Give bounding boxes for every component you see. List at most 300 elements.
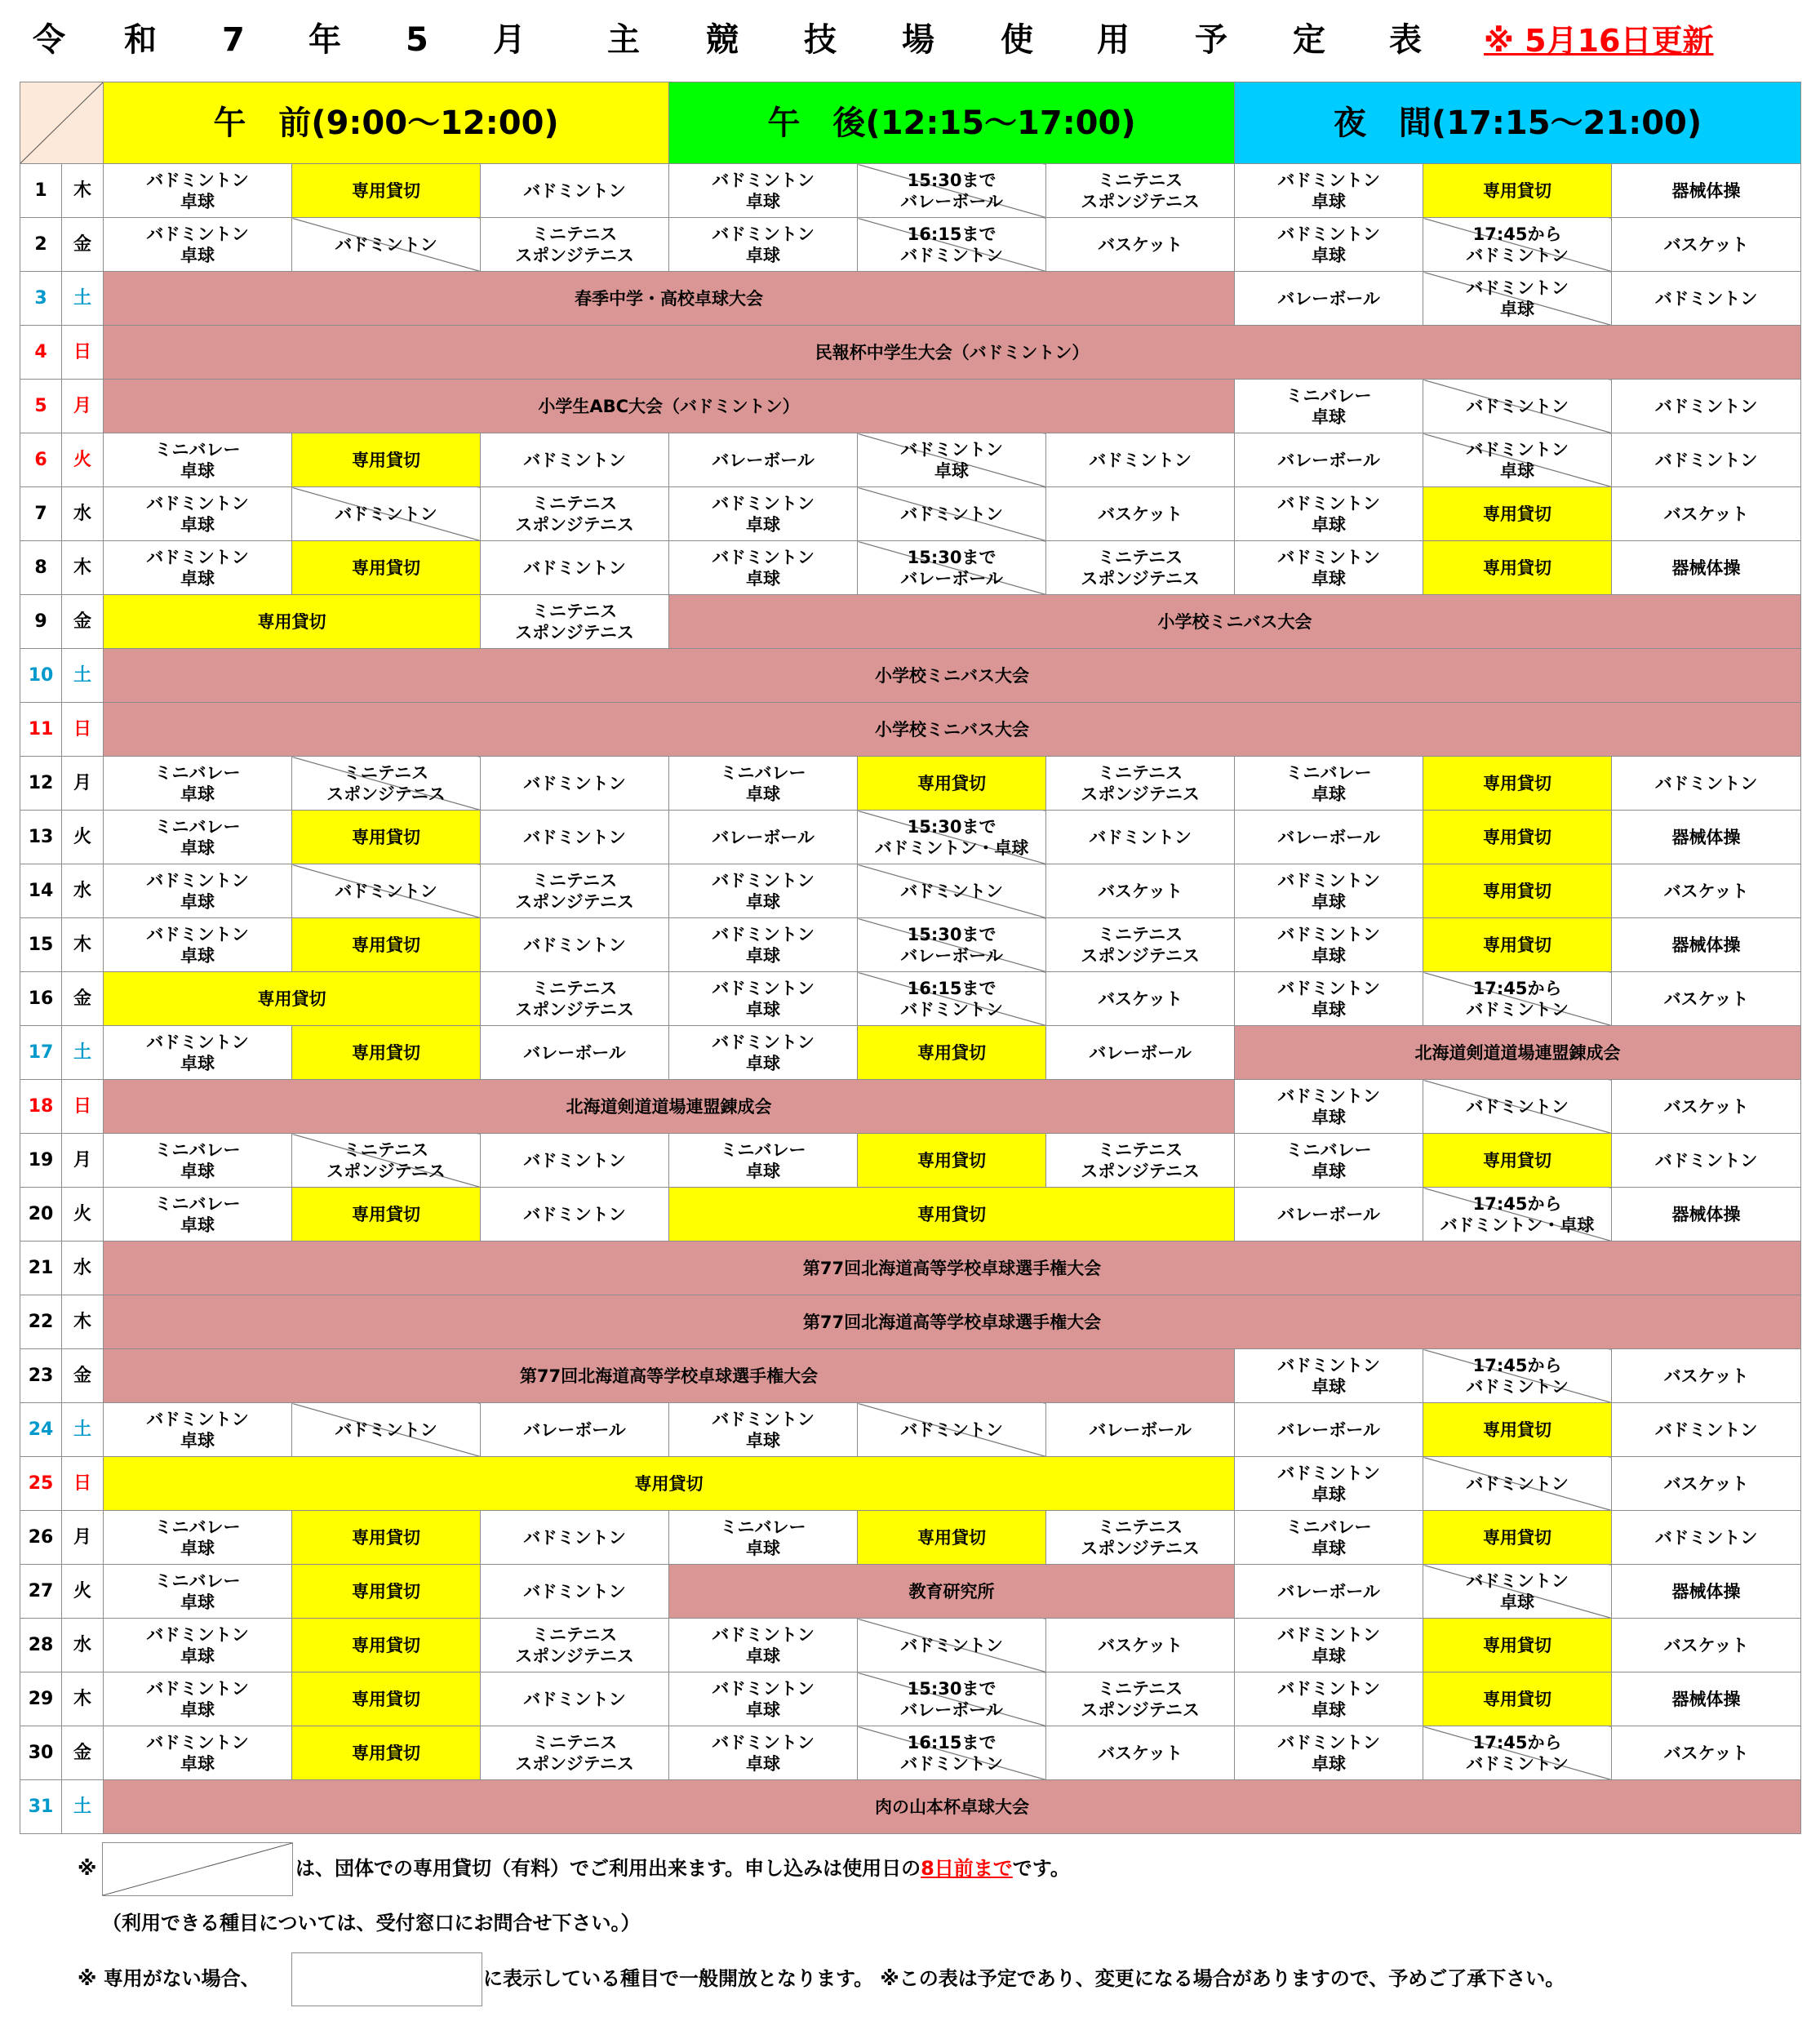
cell-label: 専用貸切 bbox=[352, 450, 420, 470]
schedule-cell bbox=[1046, 433, 1235, 487]
cell-label: ミニテニス スポンジテニス bbox=[515, 1732, 634, 1774]
schedule-cell bbox=[1235, 757, 1423, 811]
schedule-cell bbox=[1235, 164, 1423, 218]
weekday: 木 bbox=[62, 1672, 104, 1726]
day-number: 9 bbox=[20, 595, 62, 649]
schedule-cell bbox=[1612, 541, 1801, 595]
schedule-cell bbox=[1612, 1511, 1801, 1565]
cell-label: バドミントン bbox=[1089, 827, 1192, 847]
title-char: 定 bbox=[1293, 21, 1325, 59]
rental-cell bbox=[669, 1188, 1235, 1242]
schedule-cell bbox=[1046, 487, 1235, 541]
day-number: 19 bbox=[20, 1134, 62, 1188]
cell-label: バドミントン 卓球 bbox=[146, 1032, 249, 1073]
cell-label: 第77回北海道高等学校卓球選手権大会 bbox=[802, 1312, 1102, 1332]
schedule-cell bbox=[104, 218, 292, 272]
rental-cell bbox=[292, 433, 481, 487]
cell-label: バレーボール bbox=[1277, 450, 1380, 470]
weekday: 木 bbox=[62, 1295, 104, 1349]
schedule-cell bbox=[669, 864, 858, 918]
cell-label: バドミントン bbox=[523, 1527, 626, 1548]
rental-cell bbox=[1423, 164, 1612, 218]
day-row bbox=[20, 918, 1801, 972]
rental-cell bbox=[104, 972, 481, 1026]
day-row bbox=[20, 326, 1801, 380]
cell-label: バドミントン 卓球 bbox=[146, 1624, 249, 1666]
day-row bbox=[20, 218, 1801, 272]
schedule-cell bbox=[1612, 1726, 1801, 1780]
cell-label: バドミントン bbox=[900, 881, 1003, 901]
cell-label: ミニテニス スポンジテニス bbox=[515, 601, 634, 642]
weekday: 水 bbox=[62, 487, 104, 541]
cell-label: 肉の山本杯卓球大会 bbox=[875, 1797, 1030, 1817]
cell-label: ミニバレー 卓球 bbox=[154, 1517, 241, 1558]
cell-label: ミニバレー 卓球 bbox=[1285, 1139, 1372, 1181]
open-use-cell bbox=[858, 918, 1046, 972]
cell-label: ミニテニス スポンジテニス bbox=[515, 978, 634, 1019]
cell-label: 専用貸切 bbox=[352, 1042, 420, 1063]
schedule-cell bbox=[481, 1134, 669, 1188]
cell-label: 専用貸切 bbox=[917, 1527, 987, 1548]
day-row bbox=[20, 380, 1801, 433]
open-use-cell bbox=[292, 487, 481, 541]
schedule-cell bbox=[1046, 1672, 1235, 1726]
cell-label: 器械体操 bbox=[1671, 1204, 1741, 1224]
day-number: 4 bbox=[20, 326, 62, 380]
day-number: 30 bbox=[20, 1726, 62, 1780]
schedule-cell bbox=[669, 1511, 858, 1565]
cell-label: バドミントン bbox=[1654, 1419, 1758, 1440]
rental-cell bbox=[292, 1565, 481, 1619]
cell-label: ミニテニス スポンジテニス bbox=[515, 493, 634, 535]
cell-label: バスケット bbox=[1098, 504, 1183, 524]
schedule-cell bbox=[1612, 1672, 1801, 1726]
cell-label: バドミントン 卓球 bbox=[1277, 493, 1380, 535]
open-use-cell bbox=[292, 1134, 481, 1188]
schedule-cell bbox=[669, 1672, 858, 1726]
cell-label: バレーボール bbox=[1277, 1419, 1380, 1440]
rental-cell bbox=[292, 1188, 481, 1242]
cell-label: バドミントン 卓球 bbox=[1277, 978, 1380, 1019]
schedule-cell bbox=[669, 1026, 858, 1080]
schedule-cell bbox=[1235, 1403, 1423, 1457]
cell-label: バドミントン bbox=[335, 1419, 437, 1440]
title-char: 使 bbox=[1001, 21, 1033, 59]
schedule-cell bbox=[1612, 1403, 1801, 1457]
rental-cell bbox=[1423, 541, 1612, 595]
weekday: 木 bbox=[62, 164, 104, 218]
schedule-cell bbox=[481, 1188, 669, 1242]
schedule-cell bbox=[1612, 1134, 1801, 1188]
schedule-cell bbox=[669, 433, 858, 487]
cell-label: バドミントン 卓球 bbox=[146, 924, 249, 966]
open-use-cell bbox=[292, 864, 481, 918]
cell-label: ミニテニス スポンジテニス bbox=[326, 1139, 446, 1181]
schedule-cell bbox=[1235, 1672, 1423, 1726]
day-row bbox=[20, 164, 1801, 218]
day-number: 7 bbox=[20, 487, 62, 541]
schedule-cell bbox=[1612, 487, 1801, 541]
cell-label: ミニバレー 卓球 bbox=[720, 1517, 806, 1558]
cell-label: バスケット bbox=[1663, 1743, 1749, 1763]
cell-label: ミニテニス スポンジテニス bbox=[1081, 1678, 1200, 1720]
schedule-cell bbox=[104, 1403, 292, 1457]
cell-label: 小学生ABC大会（バドミントン） bbox=[538, 396, 800, 416]
open-use-cell bbox=[858, 487, 1046, 541]
cell-label: バドミントン bbox=[523, 827, 626, 847]
cell-label: 器械体操 bbox=[1671, 1581, 1741, 1601]
schedule-cell bbox=[481, 1619, 669, 1672]
schedule-cell bbox=[1046, 1619, 1235, 1672]
cell-label: ミニバレー 卓球 bbox=[154, 816, 241, 858]
open-use-cell bbox=[858, 218, 1046, 272]
cell-label: 15:30まで バレーボール bbox=[900, 170, 1003, 211]
schedule-cell bbox=[1235, 972, 1423, 1026]
cell-label: バドミントン 卓球 bbox=[146, 870, 249, 912]
corner-cell bbox=[20, 82, 104, 164]
cell-label: 15:30まで バドミントン・卓球 bbox=[874, 816, 1029, 858]
day-row bbox=[20, 1457, 1801, 1511]
cell-label: ミニテニス スポンジテニス bbox=[1081, 924, 1200, 966]
cell-label: バドミントン 卓球 bbox=[1277, 1086, 1380, 1127]
event-cell bbox=[104, 1242, 1801, 1295]
cell-label: バドミントン 卓球 bbox=[146, 170, 249, 211]
cell-label: 専用貸切 bbox=[352, 1527, 420, 1548]
cell-label: バレーボール bbox=[712, 450, 815, 470]
cell-label: 専用貸切 bbox=[352, 935, 420, 955]
note-deadline: 8日前まで bbox=[921, 1857, 1013, 1880]
cell-label: バドミントン bbox=[335, 504, 437, 524]
day-number: 31 bbox=[20, 1780, 62, 1834]
cell-label: バドミントン bbox=[523, 1150, 626, 1170]
cell-label: バドミントン bbox=[900, 1419, 1003, 1440]
open-use-cell bbox=[1423, 433, 1612, 487]
day-row bbox=[20, 1349, 1801, 1403]
cell-label: 専用貸切 bbox=[1483, 773, 1552, 793]
sample-rental-box bbox=[102, 1842, 293, 1896]
schedule-cell bbox=[104, 757, 292, 811]
cell-label: バスケット bbox=[1663, 504, 1749, 524]
cell-label: バドミントン bbox=[1654, 450, 1758, 470]
open-use-cell bbox=[858, 541, 1046, 595]
schedule-cell bbox=[1612, 1565, 1801, 1619]
open-use-cell bbox=[858, 1672, 1046, 1726]
schedule-cell bbox=[104, 487, 292, 541]
event-cell bbox=[669, 595, 1801, 649]
cell-label: 専用貸切 bbox=[1483, 827, 1552, 847]
schedule-cell bbox=[481, 1726, 669, 1780]
rental-cell bbox=[1423, 1511, 1612, 1565]
day-row bbox=[20, 1565, 1801, 1619]
weekday: 日 bbox=[62, 326, 104, 380]
header-evening: 夜 間(17:15～21:00) bbox=[1235, 82, 1801, 164]
weekday: 火 bbox=[62, 1188, 104, 1242]
cell-label: 専用貸切 bbox=[1483, 557, 1552, 578]
weekday: 火 bbox=[62, 433, 104, 487]
rental-cell bbox=[1423, 757, 1612, 811]
cell-label: ミニバレー 卓球 bbox=[1285, 1517, 1372, 1558]
weekday: 月 bbox=[62, 1511, 104, 1565]
schedule-cell bbox=[1612, 164, 1801, 218]
title-char: 用 bbox=[1097, 21, 1130, 59]
cell-label: バドミントン bbox=[1654, 288, 1758, 309]
weekday: 土 bbox=[62, 272, 104, 326]
open-use-cell bbox=[1423, 272, 1612, 326]
weekday: 土 bbox=[62, 1780, 104, 1834]
weekday: 土 bbox=[62, 1026, 104, 1080]
cell-label: 17:45から バドミントン bbox=[1466, 1732, 1569, 1774]
cell-label: バドミントン 卓球 bbox=[1277, 1678, 1380, 1720]
day-number: 15 bbox=[20, 918, 62, 972]
cell-label: バスケット bbox=[1663, 1366, 1749, 1386]
cell-label: 春季中学・高校卓球大会 bbox=[575, 288, 764, 309]
day-row bbox=[20, 1295, 1801, 1349]
cell-label: バドミントン bbox=[1654, 773, 1758, 793]
cell-label: 15:30まで バレーボール bbox=[900, 547, 1003, 589]
weekday: 月 bbox=[62, 380, 104, 433]
cell-label: バスケット bbox=[1663, 234, 1749, 255]
title-char: 予 bbox=[1195, 21, 1227, 59]
schedule-cell bbox=[1235, 1080, 1423, 1134]
cell-label: 17:45から バドミントン bbox=[1466, 1355, 1569, 1397]
schedule-cell bbox=[1612, 1080, 1801, 1134]
cell-label: バドミントン bbox=[900, 1635, 1003, 1655]
cell-label: 専用貸切 bbox=[1483, 1689, 1552, 1709]
schedule-cell bbox=[669, 164, 858, 218]
day-number: 26 bbox=[20, 1511, 62, 1565]
note-line3-a: ※ 専用がない場合、 bbox=[78, 1967, 260, 1990]
cell-label: 器械体操 bbox=[1671, 827, 1741, 847]
schedule-cell bbox=[1612, 433, 1801, 487]
cell-label: バドミントン 卓球 bbox=[1466, 1570, 1569, 1612]
cell-label: ミニテニス スポンジテニス bbox=[1081, 1517, 1200, 1558]
schedule-cell bbox=[1046, 1511, 1235, 1565]
cell-label: バドミントン bbox=[523, 180, 626, 201]
open-use-cell bbox=[1423, 972, 1612, 1026]
cell-label: 専用貸切 bbox=[352, 557, 420, 578]
title-char: 月 bbox=[493, 21, 526, 59]
schedule-cell bbox=[1612, 380, 1801, 433]
day-number: 6 bbox=[20, 433, 62, 487]
cell-label: バレーボール bbox=[1089, 1419, 1192, 1440]
schedule-cell bbox=[481, 864, 669, 918]
day-number: 2 bbox=[20, 218, 62, 272]
schedule-cell bbox=[1235, 433, 1423, 487]
event-cell bbox=[104, 326, 1801, 380]
cell-label: バレーボール bbox=[1277, 827, 1380, 847]
cell-label: 器械体操 bbox=[1671, 557, 1741, 578]
schedule-cell bbox=[104, 918, 292, 972]
cell-label: バドミントン 卓球 bbox=[712, 870, 815, 912]
cell-label: バドミントン 卓球 bbox=[1277, 924, 1380, 966]
schedule-cell bbox=[1046, 1026, 1235, 1080]
schedule-cell bbox=[1235, 918, 1423, 972]
weekday: 金 bbox=[62, 972, 104, 1026]
weekday: 火 bbox=[62, 1565, 104, 1619]
cell-label: 専用貸切 bbox=[352, 1743, 420, 1763]
schedule-cell bbox=[481, 595, 669, 649]
cell-label: バドミントン 卓球 bbox=[1277, 1624, 1380, 1666]
cell-label: バスケット bbox=[1098, 234, 1183, 255]
cell-label: 器械体操 bbox=[1671, 935, 1741, 955]
open-use-cell bbox=[1423, 1349, 1612, 1403]
cell-label: バドミントン 卓球 bbox=[712, 1624, 815, 1666]
cell-label: バドミントン 卓球 bbox=[712, 978, 815, 1019]
schedule-body bbox=[20, 82, 1801, 1834]
schedule-cell bbox=[669, 757, 858, 811]
cell-label: バドミントン 卓球 bbox=[1277, 1732, 1380, 1774]
cell-label: 17:45から バドミントン bbox=[1466, 224, 1569, 265]
schedule-cell bbox=[1235, 1565, 1423, 1619]
schedule-cell bbox=[1235, 272, 1423, 326]
cell-label: 専用貸切 bbox=[257, 611, 326, 632]
schedule-cell bbox=[481, 164, 669, 218]
cell-label: バドミントン bbox=[523, 450, 626, 470]
schedule-cell bbox=[104, 164, 292, 218]
cell-label: 17:45から バドミントン・卓球 bbox=[1440, 1193, 1595, 1235]
schedule-cell bbox=[669, 972, 858, 1026]
rental-cell bbox=[292, 1026, 481, 1080]
schedule-cell bbox=[669, 1134, 858, 1188]
cell-label: バスケット bbox=[1098, 881, 1183, 901]
event-cell bbox=[104, 1349, 1235, 1403]
cell-label: バドミントン 卓球 bbox=[146, 224, 249, 265]
title-char: 主 bbox=[607, 21, 640, 59]
schedule-cell bbox=[104, 1619, 292, 1672]
cell-label: バドミントン bbox=[900, 504, 1003, 524]
rental-cell bbox=[1423, 1672, 1612, 1726]
schedule-cell bbox=[481, 1511, 669, 1565]
day-number: 14 bbox=[20, 864, 62, 918]
weekday: 水 bbox=[62, 1619, 104, 1672]
cell-label: ミニバレー 卓球 bbox=[154, 1139, 241, 1181]
schedule-cell bbox=[1046, 811, 1235, 864]
cell-label: バドミントン bbox=[1466, 1096, 1569, 1117]
day-row bbox=[20, 1619, 1801, 1672]
cell-label: バドミントン bbox=[523, 557, 626, 578]
weekday: 金 bbox=[62, 218, 104, 272]
cell-label: バスケット bbox=[1663, 1473, 1749, 1494]
day-row bbox=[20, 595, 1801, 649]
schedule-cell bbox=[104, 1134, 292, 1188]
rental-cell bbox=[1423, 1134, 1612, 1188]
rental-cell bbox=[104, 595, 481, 649]
cell-label: バドミントン bbox=[523, 1689, 626, 1709]
day-row bbox=[20, 1188, 1801, 1242]
open-use-cell bbox=[858, 1726, 1046, 1780]
cell-label: 専用貸切 bbox=[352, 827, 420, 847]
sample-open-box bbox=[291, 1952, 482, 2006]
cell-label: バドミントン 卓球 bbox=[712, 547, 815, 589]
cell-label: バドミントン bbox=[523, 1204, 626, 1224]
schedule-cell bbox=[669, 487, 858, 541]
day-row bbox=[20, 1080, 1801, 1134]
day-number: 29 bbox=[20, 1672, 62, 1726]
schedule-cell bbox=[1046, 918, 1235, 972]
day-number: 10 bbox=[20, 649, 62, 703]
day-row bbox=[20, 972, 1801, 1026]
day-row bbox=[20, 433, 1801, 487]
weekday: 土 bbox=[62, 1403, 104, 1457]
weekday: 月 bbox=[62, 757, 104, 811]
cell-label: バドミントン bbox=[1654, 1527, 1758, 1548]
schedule-cell bbox=[104, 1726, 292, 1780]
cell-label: 15:30まで バレーボール bbox=[900, 924, 1003, 966]
cell-label: 専用貸切 bbox=[917, 1204, 987, 1224]
update-note: ※ 5月16日更新 bbox=[1484, 23, 1714, 59]
schedule-cell bbox=[669, 918, 858, 972]
title-char: 競 bbox=[706, 21, 739, 59]
schedule-cell bbox=[1235, 487, 1423, 541]
cell-label: 民報杯中学生大会（バドミントン） bbox=[815, 342, 1090, 362]
schedule-cell bbox=[1046, 972, 1235, 1026]
cell-label: 専用貸切 bbox=[352, 1204, 420, 1224]
schedule-cell bbox=[104, 811, 292, 864]
cell-label: バドミントン bbox=[523, 935, 626, 955]
cell-label: 専用貸切 bbox=[352, 1635, 420, 1655]
title-char: 技 bbox=[804, 21, 837, 59]
rental-cell bbox=[292, 811, 481, 864]
cell-label: ミニテニス スポンジテニス bbox=[1081, 1139, 1200, 1181]
day-number: 25 bbox=[20, 1457, 62, 1511]
day-number: 22 bbox=[20, 1295, 62, 1349]
cell-label: 第77回北海道高等学校卓球選手権大会 bbox=[802, 1258, 1102, 1278]
cell-label: 専用貸切 bbox=[352, 1581, 420, 1601]
cell-label: 専用貸切 bbox=[1483, 1419, 1552, 1440]
cell-label: バスケット bbox=[1098, 988, 1183, 1009]
day-number: 23 bbox=[20, 1349, 62, 1403]
weekday: 土 bbox=[62, 649, 104, 703]
day-row bbox=[20, 1511, 1801, 1565]
cell-label: ミニバレー 卓球 bbox=[1285, 385, 1372, 427]
cell-label: バスケット bbox=[1663, 881, 1749, 901]
cell-label: 専用貸切 bbox=[352, 180, 420, 201]
cell-label: ミニテニス スポンジテニス bbox=[515, 870, 634, 912]
schedule-cell bbox=[104, 1511, 292, 1565]
cell-label: バレーボール bbox=[523, 1419, 626, 1440]
event-cell bbox=[104, 1080, 1235, 1134]
open-use-cell bbox=[1423, 1565, 1612, 1619]
cell-label: 専用貸切 bbox=[917, 1042, 987, 1063]
event-cell bbox=[104, 380, 1235, 433]
schedule-cell bbox=[104, 1188, 292, 1242]
cell-label: 北海道剣道道場連盟錬成会 bbox=[1414, 1042, 1621, 1063]
cell-label: バドミントン 卓球 bbox=[712, 170, 815, 211]
cell-label: バドミントン bbox=[523, 773, 626, 793]
day-row bbox=[20, 864, 1801, 918]
open-use-cell bbox=[1423, 380, 1612, 433]
rental-cell bbox=[1423, 487, 1612, 541]
rental-cell bbox=[292, 918, 481, 972]
schedule-cell bbox=[104, 1026, 292, 1080]
cell-label: 専用貸切 bbox=[257, 988, 326, 1009]
day-number: 16 bbox=[20, 972, 62, 1026]
event-cell bbox=[1235, 1026, 1801, 1080]
title-char: 和 bbox=[124, 21, 157, 59]
weekday: 日 bbox=[62, 1457, 104, 1511]
schedule-cell bbox=[481, 1026, 669, 1080]
cell-label: 17:45から バドミントン bbox=[1466, 978, 1569, 1019]
day-row bbox=[20, 1026, 1801, 1080]
title-char: 表 bbox=[1389, 21, 1422, 59]
cell-label: 専用貸切 bbox=[1483, 1527, 1552, 1548]
cell-label: バドミントン 卓球 bbox=[1277, 1355, 1380, 1397]
rental-cell bbox=[292, 1619, 481, 1672]
title-char: 7 bbox=[222, 21, 245, 59]
cell-label: ミニテニス スポンジテニス bbox=[515, 1624, 634, 1666]
weekday: 金 bbox=[62, 1726, 104, 1780]
cell-label: バドミントン 卓球 bbox=[712, 1409, 815, 1450]
